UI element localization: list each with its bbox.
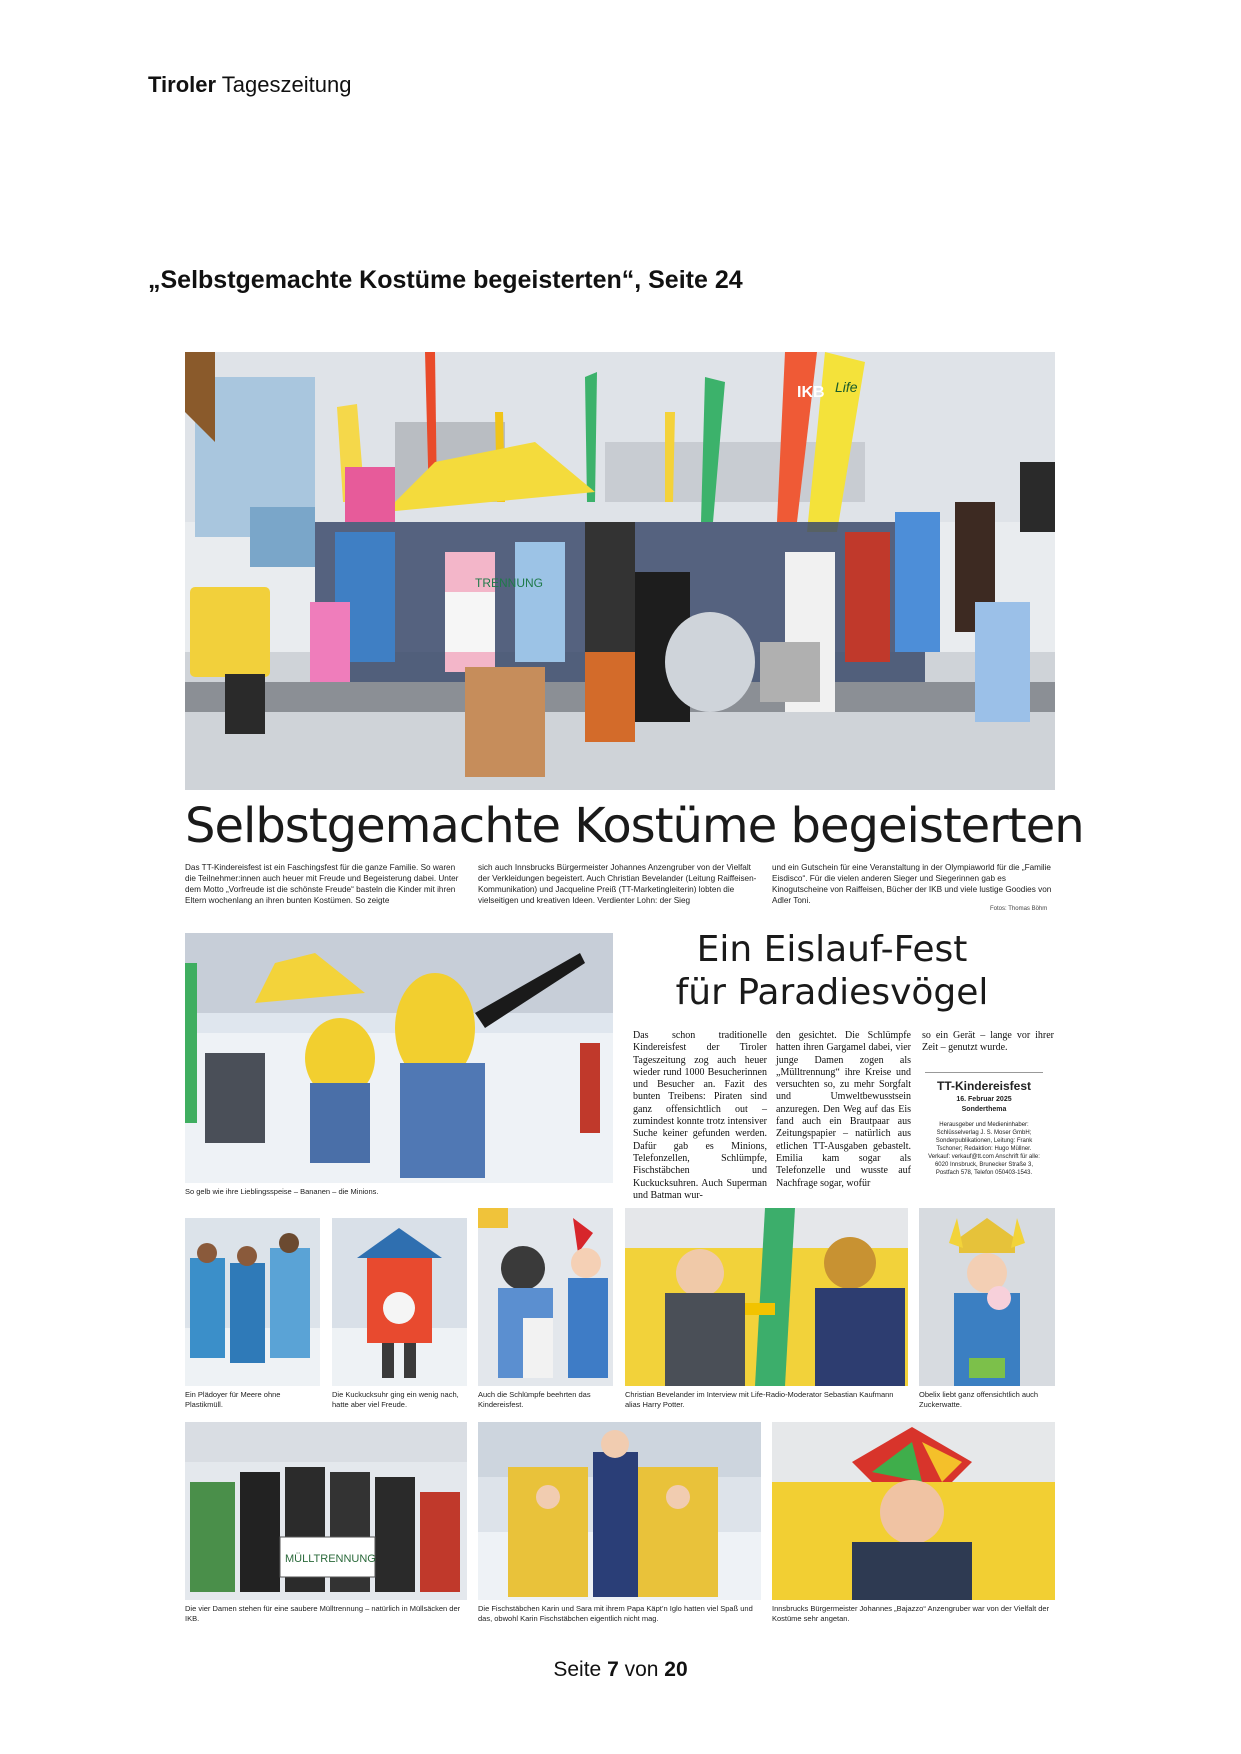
caption-kuckucksuhr: Die Kuckucksuhr ging ein wenig nach, hatte aber viel Freude. — [332, 1390, 459, 1409]
life-flag-text: Life — [835, 379, 858, 395]
caption-buergermeister: Innsbrucks Bürgermeister Johannes „Bajazzo“ Anzengruber war von der Vielfalt der Kostüme sehr angetan. — [772, 1604, 1050, 1623]
fischstaebchen-photo — [478, 1422, 761, 1600]
brand-rest: Tageszeitung — [221, 72, 352, 97]
footer-prefix: Seite — [553, 1658, 602, 1681]
page-footer — [0, 1658, 1241, 1682]
intro-col-2: sich auch Innsbrucks Bürgermeister Johannes Anzengruber von der Vielfalt der Verkleidungen begeistert. Auch Christian Bevelander (Leitung Raiffeisen-Kommunikation) und Jacqueline Preiß (TT-Marketingleiterin) lobten die vielseitigen und kreativen Ideen. Verdienter Lohn: der Sieg — [478, 863, 757, 905]
minions-photo — [185, 933, 613, 1183]
caption-interview: Christian Bevelander im Interview mit Life-Radio-Moderator Sebastian Kaufmann alias Harry Potter. — [625, 1390, 894, 1409]
footer-middle: von — [624, 1658, 659, 1681]
intro-col-1: Das TT-Kindereisfest ist ein Faschingsfest für die ganze Familie. So waren die Teilnehmer:innen auch heuer mit Freude und Begeisterung dabei. Unter dem Motto „Vorfreude ist die schönste Freude“ basteln die Kinder mit ihren Eltern wochenlang an ihren bunten Kostümen. So zeigte — [185, 863, 459, 905]
info-box — [925, 1072, 1043, 1177]
article-headline: „Selbstgemachte Kostüme begeisterten“, Seite 24 — [148, 266, 743, 294]
intro-col-3: und ein Gutschein für eine Veranstaltung in der Olympiaworld für die „Familie Eisdisco“. Für die vielen anderen Sieger und Siegerinnen gab es Kinogutscheine von Raiffeisen, Bücher der IKB und viele lustige Goodies von Adler Toni. — [772, 863, 1052, 905]
clipping-title: Selbstgemachte Kostüme begeisterten — [185, 798, 1084, 854]
info-box-imprint: Herausgeber und Medieninhaber: Schlüsselverlag J. S. Moser GmbH; Sonderpublikationen, Leitung: Frank Tschoner; Redaktion: Hugo Müllner. Verkauf: verkauf@tt.com Anschrift für alle: 6020 Innsbruck, Brunecker Straße 3, Postfach 578, Telefon 050403-1543. — [928, 1122, 1040, 1176]
brand-bold: Tiroler — [148, 72, 217, 97]
caption-muelltrennung: Die vier Damen stehen für eine saubere Mülltrennung – natürlich in Müllsäcken der IKB. — [185, 1604, 461, 1623]
schluempfe-photo — [478, 1208, 613, 1386]
footer-current-page: 7 — [607, 1658, 619, 1681]
footer-total-pages: 20 — [664, 1658, 688, 1681]
body-col-2: den gesichtet. Die Schlümpfe hatten ihren Gargamel dabei, vier junge Damen zogen als „Mülltrennung“ ihre Kreise und versuchten so, zu mehr Sorgfalt und Umweltbewusstsein anzuregen. Den Weg auf das Eis fand auch ein Brautpaar aus Zeitungspapier – natürlich aus etlichen TT-Ausgaben gebastelt. Emilia kam sogar als Telefonzelle und wusste auf Nachfrage sogar, wofür — [776, 1030, 911, 1189]
obelix-photo — [919, 1208, 1055, 1386]
newspaper-brand — [148, 72, 351, 98]
subtitle-line-2: für Paradiesvögel — [675, 972, 989, 1013]
info-box-type: Sonderthema — [961, 1106, 1007, 1113]
meere-photo — [185, 1218, 320, 1386]
caption-meere: Ein Plädoyer für Meere ohne Plastikmüll. — [185, 1390, 281, 1409]
buergermeister-photo — [772, 1422, 1055, 1600]
caption-obelix: Obelix liebt ganz offensichtlich auch Zuckerwatte. — [919, 1390, 1039, 1409]
caption-schluempfe: Auch die Schlümpfe beehrten das Kindereisfest. — [478, 1390, 591, 1409]
caption-fischstaebchen: Die Fischstäbchen Karin und Sara mit ihrem Papa Käpt’n Iglo hatten viel Spaß und das, obwohl Karin Fischstäbchen eigentlich nicht mag. — [478, 1604, 753, 1623]
interview-photo — [625, 1208, 908, 1386]
subtitle-line-1: Ein Eislauf-Fest — [696, 929, 968, 970]
trennung-sign: TRENNUNG — [475, 576, 543, 590]
info-box-date: 16. Februar 2025 — [956, 1096, 1012, 1103]
info-box-title: TT-Kindereisfest — [925, 1072, 1043, 1093]
muelltrennung-photo — [185, 1422, 467, 1600]
kuckucksuhr-photo — [332, 1218, 467, 1386]
main-group-photo — [185, 352, 1055, 790]
subtitle — [622, 928, 1042, 1014]
body-col-3: so ein Gerät – lange vor ihrer Zeit – genutzt wurde. — [922, 1030, 1054, 1054]
photo-credit: Fotos: Thomas Böhm — [990, 906, 1048, 912]
muelltrennung-sign: MÜLLTRENNUNG — [285, 1553, 376, 1565]
ikb-flag-text: IKB — [797, 384, 825, 401]
caption-minions: So gelb wie ihre Lieblingsspeise – Bananen – die Minions. — [185, 1187, 379, 1196]
body-col-1: Das schon traditionelle Kindereisfest der Tiroler Tageszeitung zog auch heuer wieder rund 1000 Besucherinnen und Besucher an. Fazit des bunten Treibens: Piraten sind ganz offensichtlich out – zumindest konnte trotz intensiver Suche keiner gefunden werden. Dafür gab es Minions, Telefonzellen, Schlümpfe, Fischstäbchen und Kuckucksuhren. Auch Superman und Batman wur- — [633, 1030, 767, 1201]
